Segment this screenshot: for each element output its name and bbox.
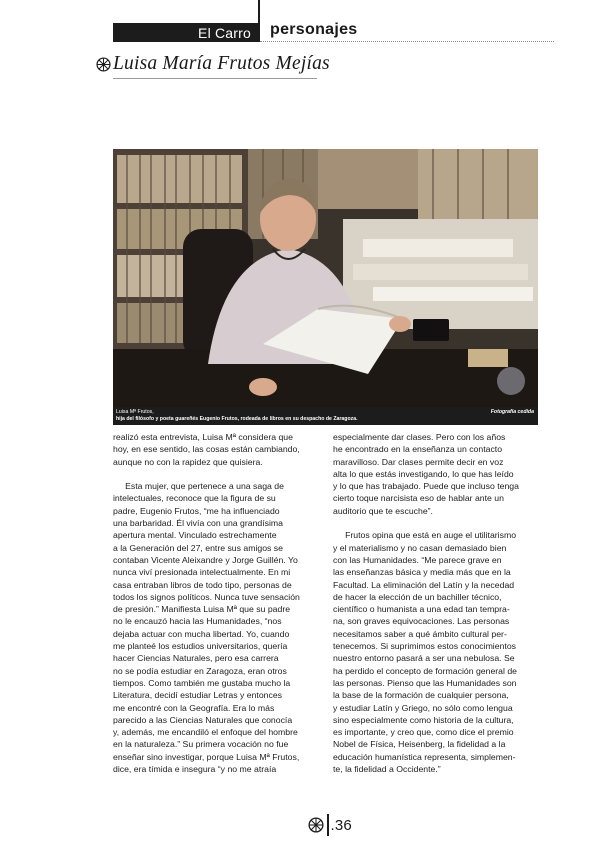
body-text-line: na, son graves equivocaciones. Las personas (333, 616, 510, 627)
body-text-line: hoy, en ese sentido, las cosas están cambiando, (113, 444, 300, 455)
body-text-line: dice, era tímida e insegura “y no me atraía (113, 764, 277, 775)
wheel-icon (96, 57, 111, 72)
body-text-line: las enseñanzas básica y media más que en la (333, 567, 511, 578)
body-text-line: nunca viví presionada intelectualmente. En mi (113, 567, 291, 578)
body-text-line: de hacer la elección de un bachiller técnico, (333, 591, 502, 602)
photo-caption (116, 409, 358, 422)
photo-caption-bar (113, 407, 538, 425)
body-text-line: y lo que has trabajado. Puede que incluso tenga (333, 481, 519, 492)
photo-credit: Fotografía cedida (490, 409, 534, 415)
body-text-line: aunque no con la rapidez que quisiera. (113, 456, 263, 467)
body-text-line: es importante, y creo que, como dice el premio (333, 727, 514, 738)
caption-line-2: hija del filósofo y poeta guareñés Eugenio Frutos, rodeada de libros en su despacho de Zaragoza. (116, 415, 358, 422)
body-text-line: una barbaridad. Él vivía con una grandísima (113, 518, 283, 529)
body-text-line: ha perdido el concepto de formación general de (333, 665, 518, 676)
article-title-row (96, 53, 330, 75)
body-text-line: tiempos. Como también me gustaba mucho la (113, 677, 291, 688)
body-text-line: Esta mujer, que pertenece a una saga de (113, 481, 284, 492)
body-text-line: nuestro entorno pasará a ser una nebulosa. Se (333, 653, 515, 664)
body-text-line: Facultad. La eliminación del Latín y la necedad (333, 579, 515, 590)
body-text-line: casa entraban libros de todo tipo, personas de (113, 579, 292, 590)
body-text-line: y estudiar Latín y Griego, no sólo como lengua (333, 702, 513, 713)
body-text-line: Literatura, decidí estudiar Letras y entonces (113, 690, 283, 701)
wheel-icon (308, 817, 324, 833)
body-text-line: científico o humanista a una edad tan tempra- (333, 604, 510, 615)
body-text-line: y, además, me encandiló el enfoque del hombre (113, 727, 298, 738)
body-text-line: te, la fidelidad a Occidente.” (333, 764, 441, 775)
body-text-line: padre, Eugenio Frutos, “me ha influenciado (113, 505, 280, 516)
body-text-line: cierto toque narcisista eso de hablar ante un (333, 493, 504, 504)
body-text-line: intelectuales, reconoce que la figura de su (113, 493, 276, 504)
portrait-photo (113, 149, 538, 407)
body-text-line: no le encauzó hacia las Humanidades, “nos (113, 616, 282, 627)
body-text-line: y el materialismo y no casan demasiado bien (333, 542, 507, 553)
body-text-line: apertura mental. Vinculado estrechamente (113, 530, 277, 541)
body-text-line: especialmente dar clases. Pero con los años (333, 432, 506, 442)
body-text-line: auditorio que te escuche”. (333, 505, 433, 516)
body-text-line: sino especialmente como historia de la cultura, (333, 714, 514, 725)
body-text-line: no se podía estudiar en Zaragoza, eran otros (113, 665, 287, 676)
body-text-line: hacer Ciencias Naturales, pero esa carrera (113, 653, 279, 664)
body-text-line: en la naturaleza.” Su primera vocación no fue (113, 739, 289, 750)
magazine-name: El Carro (198, 25, 251, 41)
footer-divider (327, 814, 329, 836)
body-text-line: dejaba actuar con mucha libertad. Yo, cuando (113, 628, 290, 639)
body-text-line: educación humanística representa, simplemen- (333, 751, 516, 762)
caption-line-1: Luisa Mª Frutos, (116, 409, 154, 415)
section-title: personajes (270, 21, 358, 38)
magazine-label-bar (113, 23, 259, 42)
body-text-line: todos los signos políticos. Nunca tuve sensación (113, 591, 300, 602)
page-footer (308, 814, 352, 836)
body-text-line: me planteé los estudios universitarios, quería (113, 641, 288, 652)
article-title: Luisa María Frutos Mejías (113, 53, 330, 74)
body-text-line: me encontré con la Geografía. Era lo más (113, 702, 275, 713)
body-text-line: Frutos opina que está en auge el utilitarismo (333, 530, 517, 541)
body-text-line: realizó esta entrevista, Luisa Mª considera que (113, 432, 293, 442)
paragraph-gap (333, 517, 533, 529)
paragraph-gap (113, 468, 313, 480)
body-column-left (113, 431, 313, 775)
body-text-line: tenecemos. Si suprimimos estos conocimientos (333, 641, 516, 652)
body-text-line: alta lo que estás investigando, lo que has leído (333, 468, 514, 479)
header-dotted-rule (260, 41, 554, 42)
body-text-line: las personas. Pienso que las Humanidades son (333, 677, 517, 688)
body-text-line: con las Humanidades. “Me parece grave en (333, 554, 502, 565)
page-number: .36 (330, 816, 352, 834)
body-text-line: a la Generación del 27, entre sus amigos se (113, 542, 283, 553)
body-text-line: he encontrado en la enseñanza un contacto (333, 444, 503, 455)
body-text-line: Nobel de Física, Heisenberg, la fidelidad a la (333, 739, 506, 750)
body-text-line: de presión.” Manifiesta Luisa Mª que su padre (113, 604, 291, 615)
body-text-line: necesitamos saber a qué ámbito cultural per- (333, 628, 507, 639)
body-column-right (333, 431, 533, 775)
body-text-line: la base de la formación de cualquier persona, (333, 690, 509, 701)
body-text-line: enseñar sino investigar, porque Luisa Mª Frutos, (113, 751, 300, 762)
body-text-line: contaban Vicente Aleixandre y Jorge Guillén. Yo (113, 554, 298, 565)
title-underline (113, 78, 317, 79)
body-text-line: maravilloso. Dar clases permite decir en voz (333, 456, 504, 467)
body-text-line: parecido a las Ciencias Naturales que conocía (113, 714, 293, 725)
